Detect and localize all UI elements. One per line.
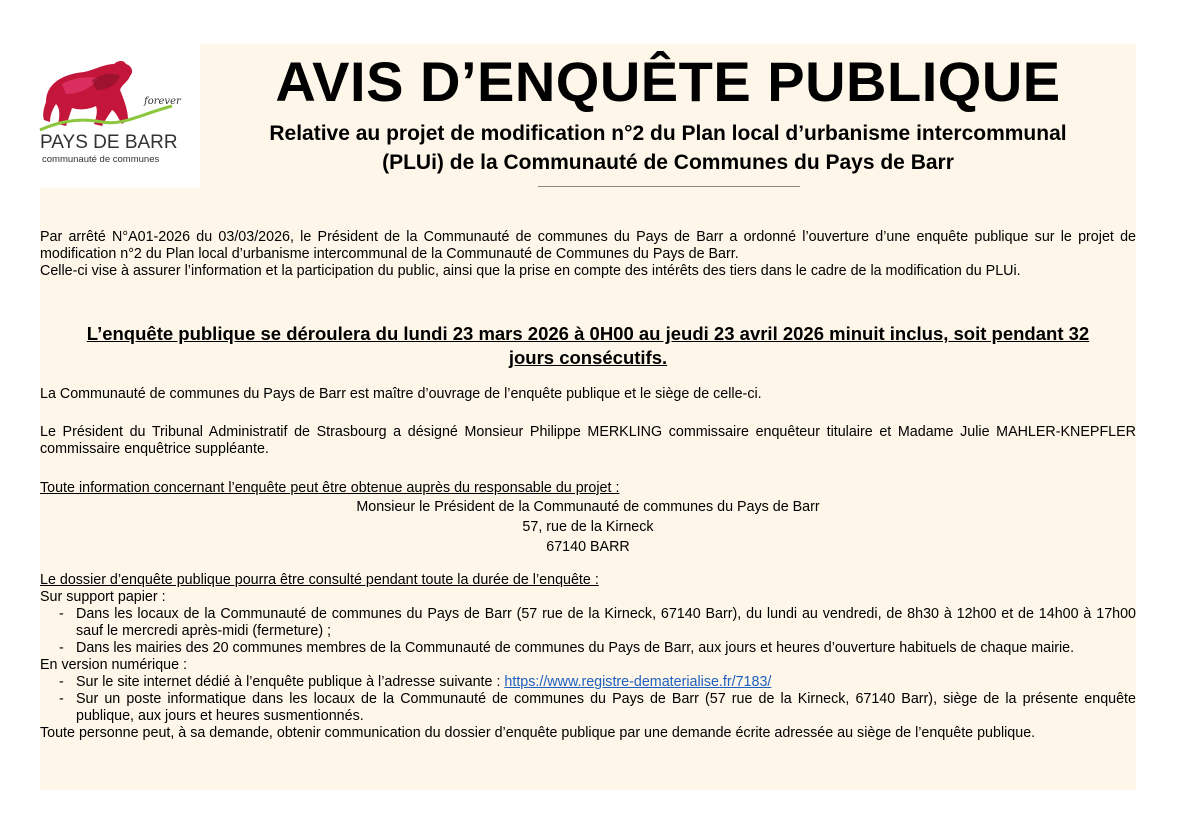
- contact-address-line: 67140 BARR: [546, 539, 630, 555]
- paper-list: [40, 606, 1136, 657]
- enquiry-dates: [40, 322, 1136, 370]
- registre-link[interactable]: https://www.registre-dematerialise.fr/7183/: [504, 674, 772, 690]
- dossier-section: [40, 572, 1136, 742]
- bear-logo-icon: [32, 44, 200, 188]
- logo-brand: PAYS DE BARR: [40, 132, 178, 153]
- subtitle-line-1: Relative au projet de modification n°2 du Plan local d’urbanisme intercommunal: [269, 122, 1067, 145]
- bullet: -: [59, 640, 64, 656]
- dates-line-1: L’enquête publique se déroulera du lundi 23 mars 2026 à 0H00 au jeudi 23 avril 2026 minuit inclus, soit pendant 32: [86, 323, 1090, 344]
- intro-paragraph-1: Par arrêté N°A01-2026 du 03/03/2026, le Président de la Communauté de communes du Pays de Barr a ordonné l’ouverture d’une enquête publique sur le projet de modification n°2 du Plan local d’urbanisme intercommunal de la Communauté de Communes du Pays de Barr.: [40, 229, 1136, 262]
- subtitle-line-2: (PLUi) de la Communauté de Communes du Pays de Barr: [382, 151, 954, 174]
- maitre-paragraph: La Communauté de communes du Pays de Barr est maître d’ouvrage de l’enquête publique et le siège de celle-ci.: [40, 386, 762, 402]
- bullet: -: [59, 674, 64, 690]
- dates-line-2: jours consécutifs.: [508, 347, 668, 368]
- commissaire-paragraph: Le Président du Tribunal Administratif de Strasbourg a désigné Monsieur Philippe MERKLING commissaire enquêteur titulaire et Madame Julie MAHLER-KNEPFLER commissaire enquêtrice suppléante.: [40, 424, 1136, 457]
- maitre-ouvrage: [40, 386, 1136, 403]
- contact-section: [40, 480, 1136, 557]
- page-subtitle: [200, 119, 1136, 177]
- list-item: - Sur le site internet dédié à l’enquête publique à l’adresse suivante : https://www.registre-dematerialise.fr/7183/: [59, 674, 772, 690]
- digital-label: En version numérique :: [40, 657, 188, 673]
- commissaire-section: [40, 424, 1136, 458]
- contact-address-line: 57, rue de la Kirneck: [522, 519, 654, 535]
- bullet: -: [59, 691, 64, 707]
- dossier-heading: Le dossier d’enquête publique pourra être consulté pendant toute la durée de l’enquête :: [40, 572, 599, 588]
- list-item: - Sur un poste informatique dans les locaux de la Communauté de communes du Pays de Barr (57 rue de la Kirneck, 67140 Barr), siège de la présente enquête publique, aux jours et heures susmentionnés.: [59, 691, 1136, 724]
- closing-paragraph: Toute personne peut, à sa demande, obtenir communication du dossier d’enquête publique par une demande écrite adressée au siège de l’enquête publique.: [40, 725, 1036, 741]
- digital-list: [40, 674, 1136, 725]
- paper-label: Sur support papier :: [40, 589, 166, 605]
- pays-de-barr-logo: [32, 44, 200, 188]
- logo-subline: communauté de communes: [42, 154, 160, 165]
- intro-section: [40, 229, 1136, 280]
- intro-paragraph-2: Celle-ci vise à assurer l’information et la participation du public, ainsi que la prise en compte des intérêts des tiers dans le cadre de la modification du PLUi.: [40, 263, 1021, 279]
- logo-tagline: forever: [144, 96, 181, 107]
- contact-heading: Toute information concernant l’enquête peut être obtenue auprès du responsable du projet :: [40, 480, 620, 496]
- bullet: -: [59, 606, 64, 622]
- page-title: AVIS D’ENQUÊTE PUBLIQUE: [275, 50, 1061, 113]
- contact-address-line: Monsieur le Président de la Communauté de communes du Pays de Barr: [356, 499, 820, 515]
- list-item: - Dans les mairies des 20 communes membres de la Communauté de communes du Pays de Barr, aux jours et heures d’ouverture habituels de chaque mairie.: [59, 640, 1075, 656]
- title-divider: [538, 186, 800, 187]
- list-item: - Dans les locaux de la Communauté de communes du Pays de Barr (57 rue de la Kirneck, 67140 Barr), du lundi au vendredi, de 8h30 à 12h00 et de 14h00 à 17h00 sauf le mercredi après-midi (fermeture) ;: [59, 606, 1136, 639]
